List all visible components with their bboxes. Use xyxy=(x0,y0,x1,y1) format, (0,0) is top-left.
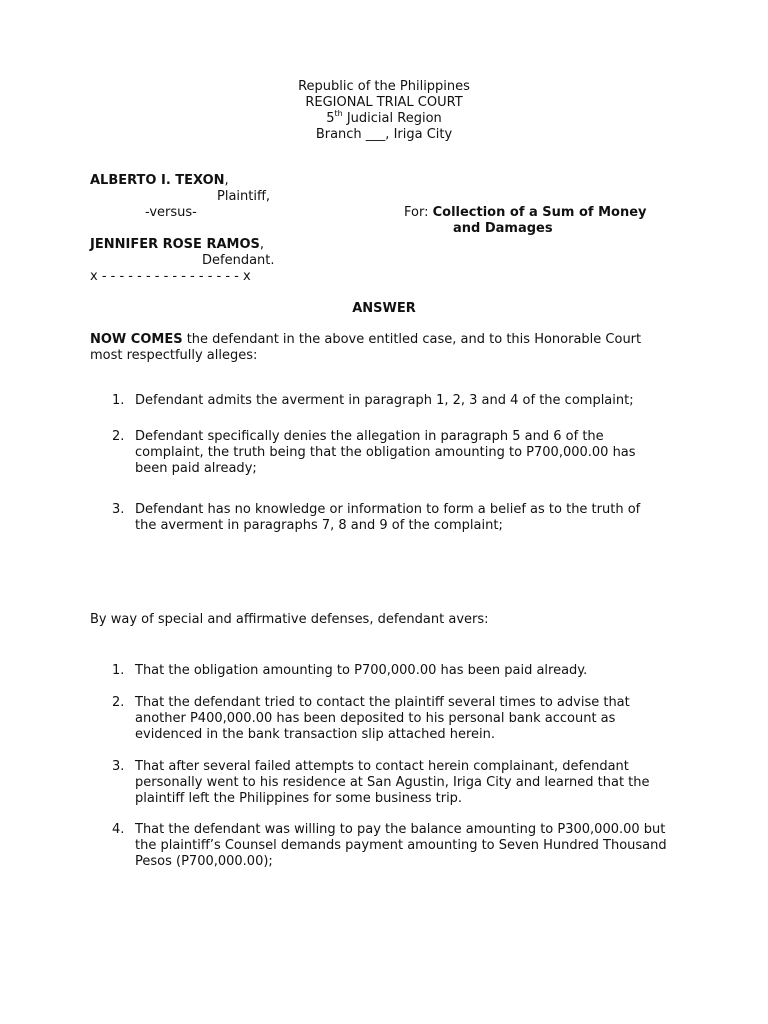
list-item-text: Defendant admits the averment in paragraph 1, 2, 3 and 4 of the complaint; xyxy=(135,393,634,408)
list-item-number: 1. xyxy=(112,393,125,408)
plaintiff-name: ALBERTO I. TEXON xyxy=(90,173,225,188)
list-item-number: 1. xyxy=(112,663,125,678)
list-item-text: That after several failed attempts to contact herein complainant, defendant personally went to his residence at San Agustin, Iriga City and learned that the plaintiff left the Philippines for some business trip. xyxy=(135,759,650,806)
defendant-name: JENNIFER ROSE RAMOS xyxy=(90,237,260,252)
intro-line-2: most respectfully alleges: xyxy=(90,348,258,363)
list-item-text: Defendant specifically denies the allegation in paragraph 5 and 6 of the complaint, the truth being that the obligation amounting to P700,000.00 has been paid already; xyxy=(135,429,636,476)
case-title-cont: and Damages xyxy=(453,221,553,236)
intro-line-1: NOW COMES the defendant in the above entitled case, and to this Honorable Court xyxy=(90,332,642,347)
defendant-role: Defendant. xyxy=(202,253,275,268)
list-item-number: 2. xyxy=(112,695,125,710)
list-item-text: That the defendant was willing to pay the balance amounting to P300,000.00 but the plaintiff’s Counsel demands payment amounting to Seven Hundred Thousand Pesos (P700,000.00); xyxy=(135,822,667,869)
plaintiff-name-line: ALBERTO I. TEXON, xyxy=(90,173,229,188)
header-branch: Branch ___, Iriga City xyxy=(315,127,453,142)
court-header xyxy=(0,79,768,143)
plaintiff-role: Plaintiff, xyxy=(217,189,271,204)
header-republic: Republic of the Philippines xyxy=(298,79,470,94)
list-item-number: 4. xyxy=(112,822,125,837)
list-item-number: 3. xyxy=(112,759,125,774)
defendant-name-line: JENNIFER ROSE RAMOS, xyxy=(90,237,265,252)
case-title: Collection of a Sum of Money xyxy=(432,205,647,220)
list-item-number: 3. xyxy=(112,502,125,517)
list-item-text: That the obligation amounting to P700,000.00 has been paid already. xyxy=(135,663,588,678)
case-nature-line: For: Collection of a Sum of Money xyxy=(404,205,647,220)
caption-separator: x - - - - - - - - - - - - - - - - x xyxy=(90,269,251,284)
defenses-intro: By way of special and affirmative defenses, defendant avers: xyxy=(90,612,489,627)
header-region: 5th Judicial Region xyxy=(326,109,442,126)
list-item-number: 2. xyxy=(112,429,125,444)
list-item-text: Defendant has no knowledge or information to form a belief as to the truth of the averment in paragraphs 7, 8 and 9 of the complaint; xyxy=(135,502,641,533)
versus-label: -versus- xyxy=(145,205,197,220)
list-item-text: That the defendant tried to contact the plaintiff several times to advise that another P400,000.00 has been deposited to his personal bank account as evidenced in the bank transaction slip attached herein. xyxy=(135,695,630,742)
header-court: REGIONAL TRIAL COURT xyxy=(305,95,463,110)
document-title: ANSWER xyxy=(352,301,416,316)
